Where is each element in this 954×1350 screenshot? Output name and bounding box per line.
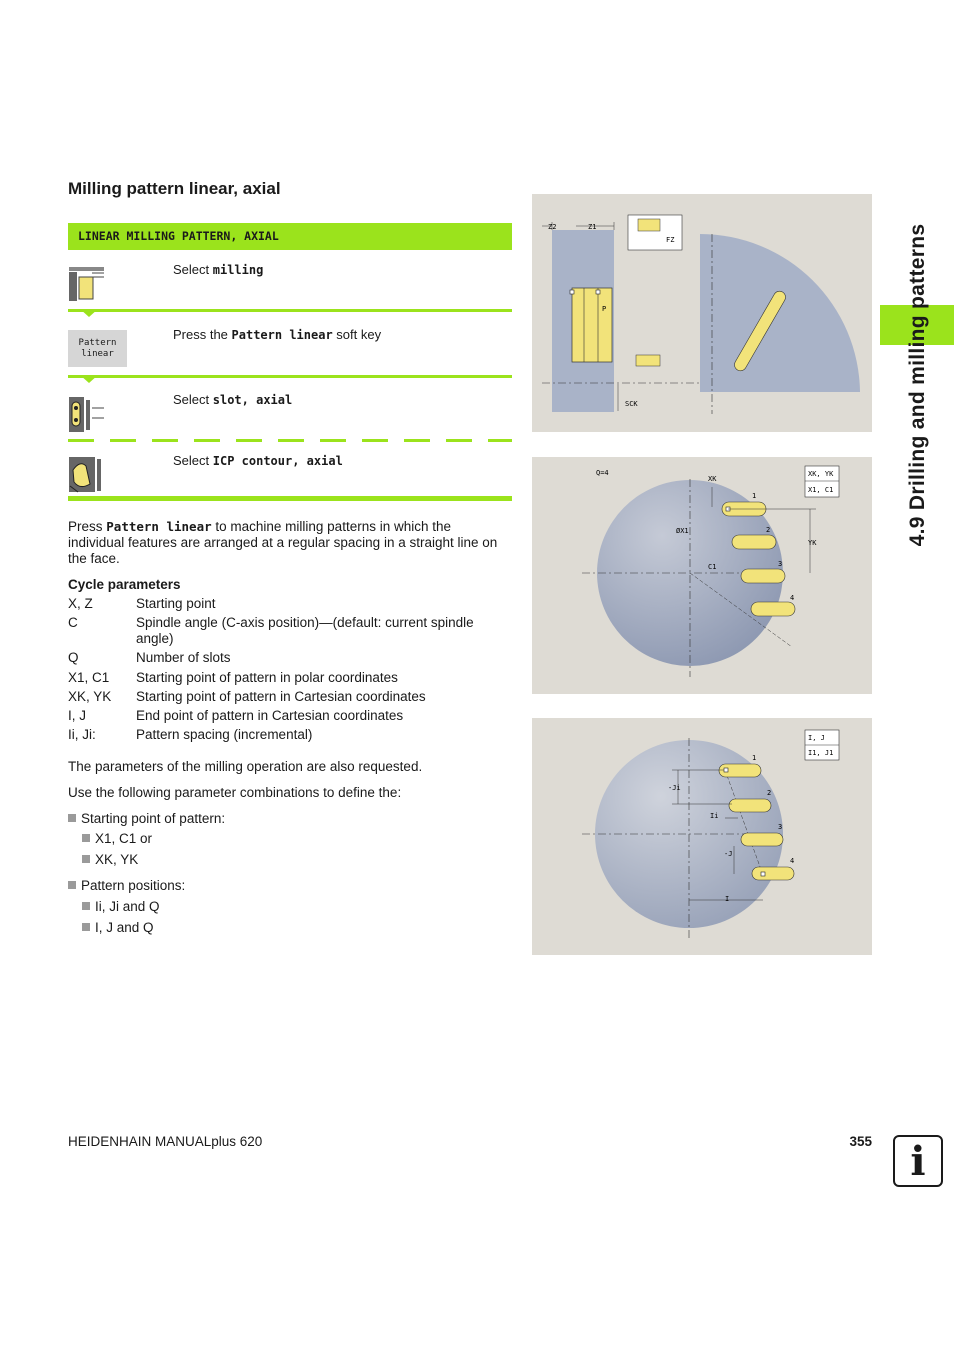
slot-number-1: 1 <box>752 492 757 500</box>
param-key: I, J <box>68 708 87 723</box>
param-desc: Pattern spacing (incremental) <box>136 727 313 742</box>
bullet-label: X1, C1 or <box>95 831 153 846</box>
z1-label: Z1 <box>588 223 597 231</box>
step-4-prefix: Select <box>173 453 213 468</box>
step-3-prefix: Select <box>173 392 213 407</box>
combinations-note: Use the following parameter combinations to define the: <box>68 785 402 800</box>
step-select-slot-axial <box>173 392 292 407</box>
step-3-code: slot, axial <box>212 393 293 407</box>
arrow-down-icon <box>80 309 98 317</box>
intro-suffix: to machine milling patterns in which the individual features are arranged at a regular spacing in a straight line on the face. <box>68 519 498 566</box>
softkey-line-1: Pattern <box>78 338 117 348</box>
param-desc: Starting point of pattern in Cartesian coordinates <box>136 689 426 704</box>
step-2-code: Pattern linear <box>231 328 333 342</box>
bullet-label: I, J and Q <box>95 920 154 935</box>
slot-number-3: 3 <box>778 560 783 568</box>
figure-polar-pattern <box>532 457 872 694</box>
procedure-end-bar <box>68 496 512 501</box>
intro-code: Pattern linear <box>106 519 212 534</box>
intro-prefix: Press <box>68 519 107 534</box>
step-select-milling <box>173 262 263 277</box>
yk-label: YK <box>808 539 817 547</box>
legend-x1-c1: X1, C1 <box>808 486 834 494</box>
arrow-down-icon <box>80 375 98 383</box>
bullet-label: XK, YK <box>95 852 139 867</box>
param-row <box>68 650 508 666</box>
list-item <box>82 920 154 935</box>
bullet-label: Pattern positions: <box>81 878 186 893</box>
icp-contour-axial-icon[interactable] <box>68 456 105 493</box>
x1-label: ØX1 <box>676 527 689 535</box>
slot-number-2: 2 <box>766 526 771 534</box>
list-item <box>82 852 138 867</box>
param-key: Ii, Ji: <box>68 727 96 742</box>
legend-xk-yk: XK, YK <box>808 470 834 478</box>
intro-paragraph <box>68 519 508 567</box>
step-separator <box>68 309 512 312</box>
j-label: -J <box>724 850 733 858</box>
bullet-square-icon <box>82 923 90 931</box>
p-label: P <box>602 305 607 313</box>
step-2-prefix: Press the <box>173 327 232 342</box>
legend-i-j: I, J <box>808 734 825 742</box>
list-item <box>82 899 160 914</box>
bullet-square-icon <box>82 902 90 910</box>
slot-number-4: 4 <box>790 594 795 602</box>
param-desc: Starting point <box>136 596 216 611</box>
step-2-suffix: soft key <box>332 327 382 342</box>
bullet-label: Ii, Ji and Q <box>95 899 160 914</box>
figure-side-view <box>532 194 872 432</box>
param-row <box>68 689 508 705</box>
param-key: X, Z <box>68 596 93 611</box>
param-desc: Spindle angle (C-axis position)—(default: current spindle angle) <box>136 615 474 646</box>
param-row <box>68 596 508 612</box>
bullet-square-icon <box>82 834 90 842</box>
slot-number-1: 1 <box>752 754 757 762</box>
list-item <box>68 811 225 826</box>
figure-cartesian-pattern <box>532 718 872 955</box>
page-number: 355 <box>849 1134 872 1149</box>
param-key: Q <box>68 650 79 665</box>
param-desc: Number of slots <box>136 650 231 665</box>
sck-label: SCK <box>625 400 638 408</box>
legend-i1-j1: I1, J1 <box>808 749 834 757</box>
param-desc: Starting point of pattern in polar coordinates <box>136 670 398 685</box>
param-row <box>68 708 508 724</box>
info-icon[interactable] <box>893 1135 943 1187</box>
slot-number-2: 2 <box>767 789 772 797</box>
param-row <box>68 615 508 647</box>
procedure-header: LINEAR MILLING PATTERN, AXIAL <box>68 223 512 250</box>
bullet-label: Starting point of pattern: <box>81 811 226 826</box>
bullet-square-icon <box>82 855 90 863</box>
fz-label: FZ <box>666 236 675 244</box>
step-4-code: ICP contour, axial <box>212 454 343 468</box>
pattern-linear-softkey[interactable] <box>68 330 127 367</box>
param-desc: End point of pattern in Cartesian coordinates <box>136 708 404 723</box>
step-1-prefix: Select <box>173 262 213 277</box>
step-separator <box>68 375 512 378</box>
param-key: C <box>68 615 78 630</box>
param-row <box>68 670 508 686</box>
milling-icon[interactable] <box>68 265 105 302</box>
milling-params-note: The parameters of the milling operation are also requested. <box>68 759 423 774</box>
section-title: Milling pattern linear, axial <box>68 179 281 198</box>
bullet-square-icon <box>68 881 76 889</box>
or-separator <box>68 439 512 442</box>
ii-label: Ii <box>710 812 719 820</box>
param-row <box>68 727 508 743</box>
chapter-side-title <box>893 180 943 590</box>
info-icon-glyph: i <box>910 1138 926 1185</box>
chapter-side-title-text: 4.9 Drilling and milling patterns <box>906 223 929 547</box>
step-1-code: milling <box>212 263 264 277</box>
step-press-pattern-linear <box>173 327 381 342</box>
ji-label: -Ji <box>668 784 681 792</box>
c1-label: C1 <box>708 563 717 571</box>
param-key: XK, YK <box>68 689 112 704</box>
footer-product: HEIDENHAIN MANUALplus 620 <box>68 1134 263 1149</box>
slot-number-3: 3 <box>778 823 783 831</box>
softkey-line-2: linear <box>81 349 114 359</box>
param-key: X1, C1 <box>68 670 110 685</box>
i-label: I <box>725 895 730 903</box>
q-label: Q=4 <box>596 469 609 477</box>
bullet-square-icon <box>68 814 76 822</box>
slot-number-4: 4 <box>790 857 795 865</box>
step-select-icp-contour <box>173 453 343 468</box>
cycle-parameters-heading: Cycle parameters <box>68 577 181 592</box>
list-item <box>82 831 152 846</box>
z2-label: Z2 <box>548 223 557 231</box>
list-item <box>68 878 185 893</box>
xk-label: XK <box>708 475 717 483</box>
slot-axial-icon[interactable] <box>68 396 105 433</box>
